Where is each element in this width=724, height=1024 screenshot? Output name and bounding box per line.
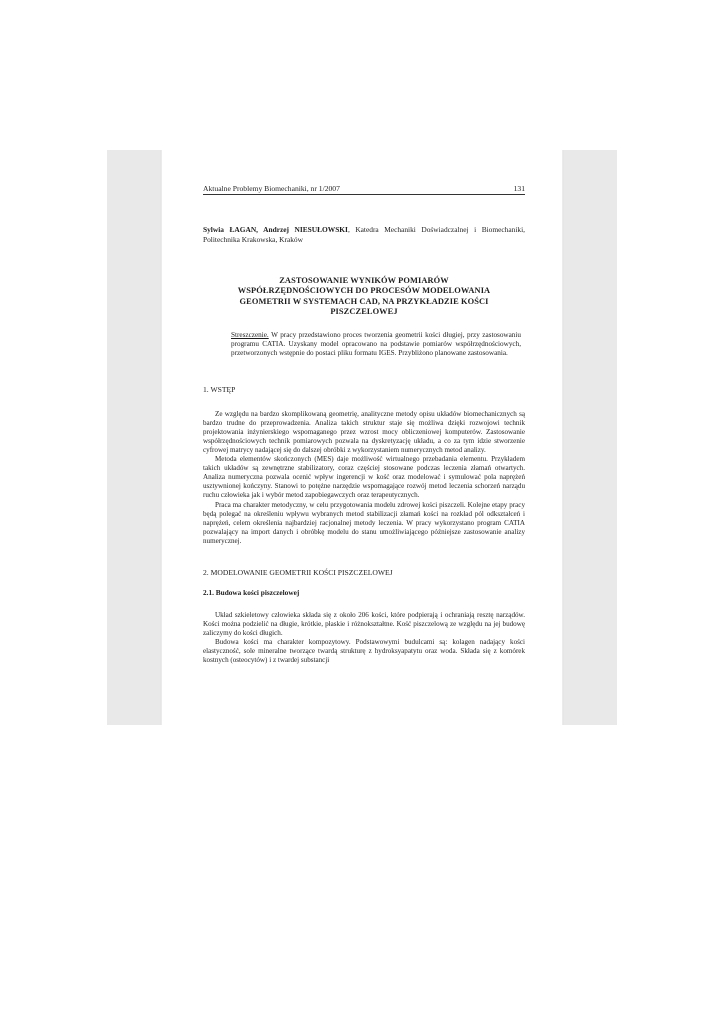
running-header	[203, 184, 525, 195]
journal-name: Aktualne Problemy Biomechaniki, nr 1/2007	[203, 184, 340, 193]
title-line-4: PISZCZELOWEJ	[330, 306, 398, 316]
abstract-text: W pracy przedstawiono proces tworzenia geometrii kości długiej, przy zastosowaniu programu CATIA. Uzyskany model opracowano na podstawie pomiarów współrzędnościowych, przetworzonych wstępnie do postaci pliku formatu IGES. Przybliżono planowane zastosowania.	[231, 331, 521, 358]
section-1-paragraph-1: Ze względu na bardzo skomplikowaną geometrię, analityczne metody opisu układów biomechanicznych są bardzo trudne do przeprowadzenia. Analiza takich struktur staje się możliwa dzięki rozwojowi technik projektowania inżynierskiego wspomaganego przez wzrost mocy obliczeniowej komputerów. Zastosowanie współrzędnościowych technik pomiarowych pozwala na dyskretyzację układu, a co za tym idzie stworzenie cyfrowej matrycy nadającej się do dalszej obróbki z wykorzystaniem numerycznych metod analizy.	[203, 409, 525, 454]
section-2-body	[203, 611, 525, 666]
page-content	[203, 184, 525, 666]
scan-gutter-right	[562, 150, 617, 725]
title-line-1: ZASTOSOWANIE WYNIKÓW POMIARÓW	[279, 276, 449, 286]
document-page	[162, 150, 562, 870]
section-2-paragraph-2: Budowa kości ma charakter kompozytowy. Podstawowymi budulcami są: kolagen nadający kości elastyczność, sole mineralne tworzące twardą strukturę z hydroksyapatytu oraz woda. Składa się z komórek kostnych (osteocytów) i z twardej substancji	[203, 638, 525, 665]
author-affiliation: , Katedra Mechaniki Doświadczalnej i Biomechaniki, Politechnika Krakowska, Kraków	[203, 225, 526, 244]
section-1-paragraph-2: Metoda elementów skończonych (MES) daje możliwość wirtualnego przebadania elementu. Przykładem takich układów są zewnętrzne stabilizatory, coraz częściej stosowane podczas leczenia złamań otwartych. Analiza numeryczna pozwala ocenić wpływ ingerencji w kość oraz modelować i symulować pola naprężeń usztywnionej kończyny. Stanowi to potężne narzędzie wspomagające rozwój metod leczenia schorzeń narządu ruchu człowieka jak i wybór metod zapobiegawczych oraz terapeutycznych.	[203, 455, 525, 500]
page-number: 131	[513, 184, 525, 193]
title-line-2: WSPÓŁRZĘDNOŚCIOWYCH DO PROCESÓW MODELOWANIA	[237, 286, 491, 296]
section-1-paragraph-3: Praca ma charakter metodyczny, w celu przygotowania modelu zdrowej kości piszczeli. Kolejne etapy pracy będą polegać na określeniu wpływu wybranych metod stabilizacji złamań kości na rozkład pól odkształceń i naprężeń, celem określenia najbardziej racjonalnej metody leczenia. W pracy wykorzystano program CATIA pozwalający na import danych i obróbkę modelu do stanu umożliwiającego późniejsze zastosowanie analizy numerycznej.	[203, 500, 525, 545]
scan-gutter-left	[107, 150, 162, 725]
author-names: Sylwia ŁAGAN, Andrzej NIESUŁOWSKI	[203, 225, 348, 234]
abstract-label: Streszczenie.	[231, 331, 269, 339]
section-1-body	[203, 410, 525, 546]
author-block	[203, 225, 525, 244]
abstract	[231, 331, 521, 359]
paper-title	[203, 276, 525, 317]
section-1-heading: 1. WSTĘP	[203, 384, 236, 394]
title-line-3: GEOMETRII W SYSTEMACH CAD, NA PRZYKŁADZIE KOŚCI	[239, 296, 489, 306]
section-2-paragraph-1: Układ szkieletowy człowieka składa się z około 206 kości, które podpierają i ochraniają resztę narządów. Kości można podzielić na długie, krótkie, płaskie i różnokształtne. Kość piszczelową ze względu na jej budowę zaliczymy do kości długich.	[203, 611, 525, 638]
subsection-2-1-heading: 2.1. Budowa kości piszczelowej	[203, 588, 300, 598]
section-2-heading: 2. MODELOWANIE GEOMETRII KOŚCI PISZCZELOWEJ	[203, 568, 393, 578]
